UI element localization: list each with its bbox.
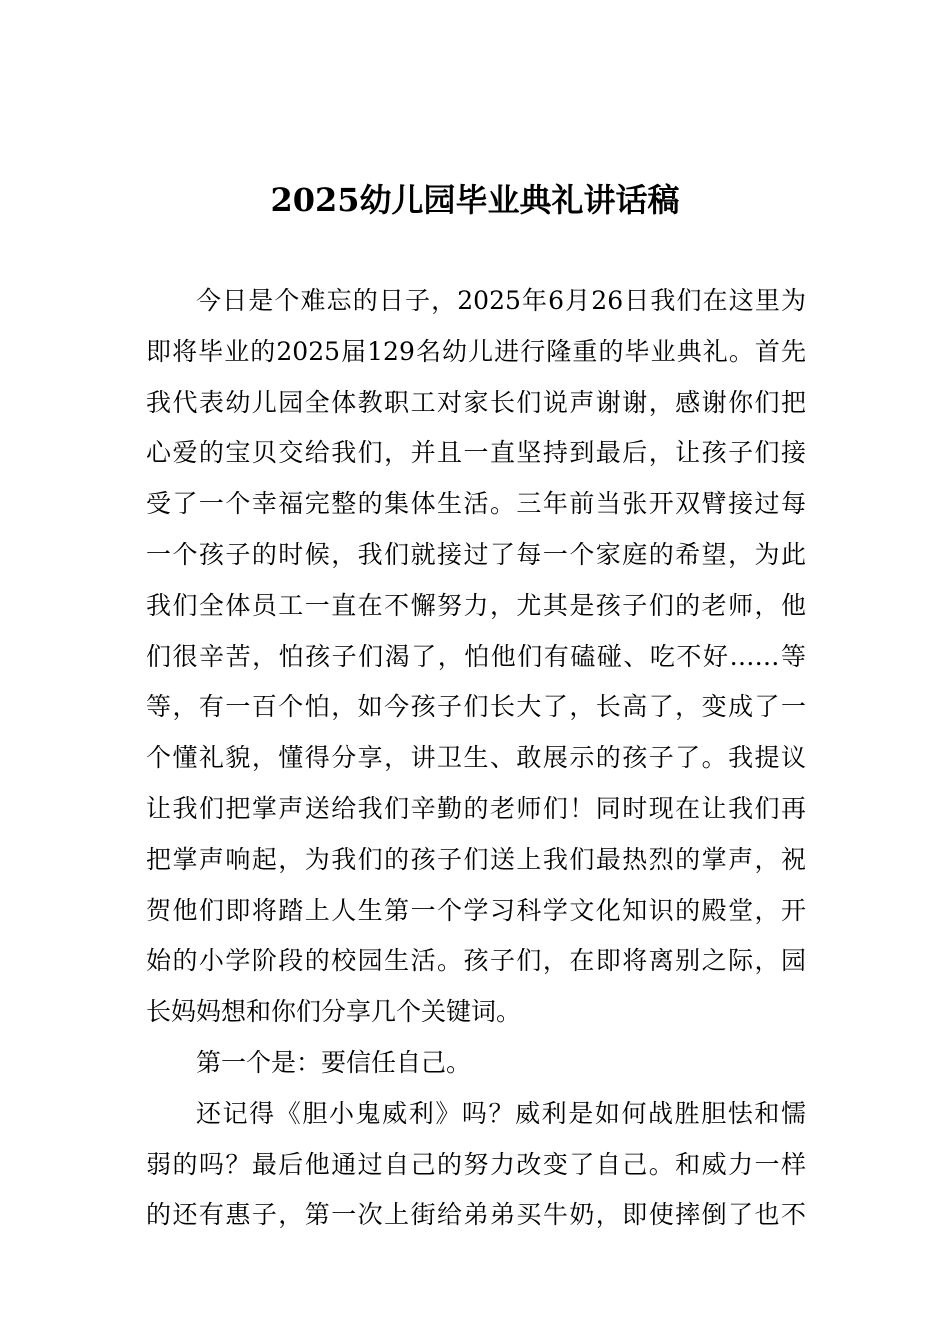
paragraph-line: 受了一个幸福完整的集体生活。三年前当张开双臂接过每 (146, 489, 806, 519)
paragraph-line: 心爱的宝贝交给我们，并且一直坚持到最后，让孩子们接 (146, 438, 806, 468)
paragraph-line: 我代表幼儿园全体教职工对家长们说声谢谢，感谢你们把 (146, 387, 806, 417)
paragraph-line: 贺他们即将踏上人生第一个学习科学文化知识的殿堂，开 (146, 895, 806, 925)
paragraph-line: 即将毕业的2025届129名幼儿进行隆重的毕业典礼。首先 (146, 336, 806, 366)
document-body (146, 276, 806, 1241)
paragraph-line: 还记得《胆小鬼威利》吗？威利是如何战胜胆怯和懦 (196, 1098, 806, 1128)
paragraph-line: 一个孩子的时候，我们就接过了每一个家庭的希望，为此 (146, 539, 806, 569)
paragraph-line: 弱的吗？最后他通过自己的努力改变了自己。和威力一样 (146, 1149, 806, 1179)
document-title: 2025幼儿园毕业典礼讲话稿 (270, 181, 680, 219)
paragraph-line: 始的小学阶段的校园生活。孩子们，在即将离别之际，园 (146, 946, 806, 976)
paragraph-line: 今日是个难忘的日子，2025年6月26日我们在这里为 (196, 286, 806, 315)
paragraph-line: 等，有一百个怕，如今孩子们长大了，长高了，变成了一 (146, 692, 806, 722)
paragraph-line: 把掌声响起，为我们的孩子们送上我们最热烈的掌声，祝 (146, 844, 806, 874)
paragraph-line: 长妈妈想和你们分享几个关键词。 (146, 997, 522, 1027)
paragraph-line: 的还有惠子，第一次上街给弟弟买牛奶，即使摔倒了也不 (146, 1200, 806, 1230)
paragraph-line: 第一个是：要信任自己。 (196, 1047, 472, 1077)
paragraph-line: 们很辛苦，怕孩子们渴了，怕他们有磕碰、吃不好……等 (146, 641, 806, 671)
paragraph-line: 我们全体员工一直在不懈努力，尤其是孩子们的老师，他 (146, 590, 806, 620)
paragraph-line: 让我们把掌声送给我们辛勤的老师们！同时现在让我们再 (146, 793, 806, 823)
paragraph-line: 个懂礼貌，懂得分享，讲卫生、敢展示的孩子了。我提议 (146, 743, 806, 773)
